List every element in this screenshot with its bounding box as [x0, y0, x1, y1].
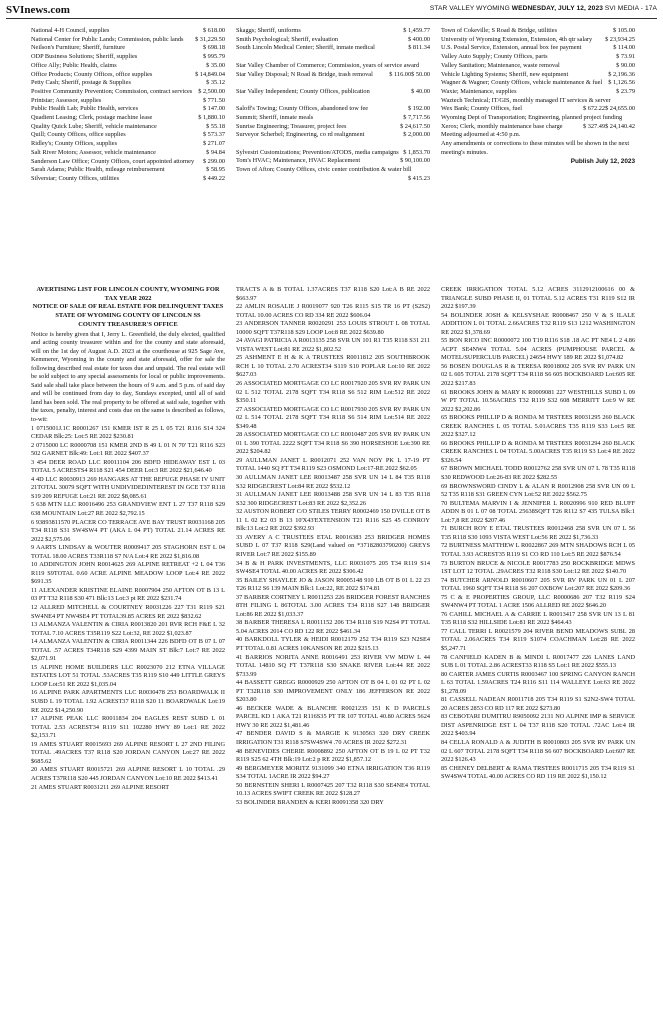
claim-row: Town of Cokeville; S Road & Bridge, utilities $ 105.00 [441, 27, 635, 34]
list-item: 38 BARBER THERESA L R0011152 206 T34 R118 S19 N2S4 PT TOTAL 5.04 ACRES 2014 CO RD 122 RE 2022 $461.34 [236, 619, 430, 635]
claim-row: Silverstar; County Offices, utilities $ 449.22 [31, 174, 225, 182]
claim-row: National Center for Public Lands; Commission, public lands $ 31,229.50 [31, 35, 225, 43]
list-item: 15 ALPINE HOME BUILDERS LLC R0023070 212 ETNA VILLAGE ESTATES LOT 51 TOTAL .53ACRES T35 R119 S10 449 LITTLE GREYS LOOP Lot:51 RE 2022 $1,035.04 [31, 663, 225, 688]
claim-row: U.S. Postal Service, Extension, annual box fee payment $ 114.00 [441, 44, 635, 52]
publish-date: Publish July 12, 2023 [570, 157, 635, 165]
list-item: 77 CALL TERRI L R0021579 204 RIVER BEND MEADOWS SUBL 28 TOTAL 2.06ACRES T34 R119 S1074 COACHMAN Lot:28 RE 2022 $5,247.71 [441, 627, 635, 652]
list-item: 61 BROOKS JOHN & MARY K R0009081 227 WESTHILLS SUBD L 09 W PT TOTAL 10.56ACRES T32 R119 S32 608 MERRITT Lot:9 W RE 2022 $2,202.86 [441, 388, 635, 413]
page-header [6, 4, 657, 19]
claim-row: Xerox; Clerk, monthly maintenance base charge $ 327.49 [441, 122, 606, 130]
list-item: 9 AARTS LINDSAY & WOUTER R0009417 205 STAGHORN EST L 04 TOTAL 18.00 ACRES T33R118 S7 N/A Lot:4 RE 2022 $1,816.08 [31, 544, 225, 560]
list-item: 11 ALEXANDER KRISTINE ELAINE R0007904 250 AFTON OT B 13 L 03 PT T32 R118 S30 471 Blk:13 Lot:3 pt RE 2022 $231.74 [31, 586, 225, 603]
claim-row: Office Ally; Public Health, claims $ 35.00 [31, 61, 225, 69]
list-item: 32 AUSTON ROBERT C/O STILES TERRY R0002469 150 DVILLE OT B 11 L 02 E2 03 B 13 10'X43'EXTENSION T21 R116 S25 45 CONROY Blk:13 Lot:2 RE 2022 $392.93 [236, 508, 430, 533]
list-item: 17 ALPINE PEAK LLC R0011834 204 EAGLES REST SUBD L 01 TOTAL 2.53 ACREST34 R119 S11 102280 HWY 89 Lot:1 RE 2022 $2,153.71 [31, 715, 225, 740]
claims-column-1 [31, 27, 225, 184]
claim-row: Tom's HVAC; Maintenance, HVAC Replacement $ 90,100.00 [236, 157, 430, 165]
claim-row: Quill; County Offices, office supplies $ 573.37 [31, 131, 225, 139]
claim-row: Waxie; Maintenance, supplies $ 23.79 [441, 87, 635, 95]
list-item: 31 AULLMAN JANET LEE R0013488 258 SVR UN 14 L 83 T35 R118 S32 300 RIDGECREST Lot:83 RE 2022 $2,352.26 [236, 491, 430, 507]
claim-row: National 4-H Council, supplies $ 618.00 [31, 27, 225, 34]
list-item: 66 BROOKS PHILLIP D & RONDA M TRSTEES R0031294 260 BLACK CREEK RANCHES L 04 TOTAL 5.00ACRES T35 R119 S3 Lot:4 RE 2022 $326.54 [441, 439, 635, 464]
list-item: 22 AMLIN ROSALIE J R0019077 920 T26 R115 S15 TR 16 PT (S2S2) TOTAL 10.00 ACRES CO RD 334 RE 2022 $606.04 [236, 303, 430, 319]
list-item: 50 BERNSTEIN SHERI L R0007425 207 T32 R118 S30 SE4NE4 TOTAL 10.13 ACRES SWIFT CREEK RE 2022 $128.27 [236, 781, 430, 798]
claim-row: Summit; Sheriff, inmate meals $ 7,717.56 [236, 113, 430, 121]
claim-row: Valley Sanitation; Maintenance, waste removal $ 90.00 [441, 61, 635, 69]
claim-row: Sylvestri Customizations; Prevention/ATODS, media campaigns $ 1,853.70 [236, 148, 430, 156]
list-item: 55 BON RICO INC R0000072 100 T19 R116 S18 .18 AC PT NE4 L 2 4.86 ACPT SE4NW4 TOTAL 5.04 ACRES (PUMPHOUSE PARCEL & MOTEL/SUPERCLUB PARCEL) 24654 HWY 189 RE 2022 $1,074.82 [441, 337, 635, 362]
list-item: 67 BROWN MICHAEL TODD R0012762 258 SVR UN 07 L 78 T35 R118 S30 REDWOOD Lot:26-83 RE 2022 $282.55 [441, 465, 635, 482]
list-item: 46 BECKER WADE & BLANCHE R0021235 151 K D PARCELS PARCEL KD 1 AKA T21 R116S35 PT TR 107 TOTAL 40.80 ACRES 5624 HWY 30 RE 2022 $1,481.46 [236, 704, 430, 729]
paper-name: STAR VALLEY WYOMING [429, 5, 510, 12]
list-item: 70 BULTEMA MARVIN I & JENNIFER L R0020996 910 RED BLUFF ADDN B 01 L 07 08 TOTAL 25638SQFT T26 R112 S7 435 TULSA Blk:1 Lot:7,8 RE 2022 $207.46 [441, 499, 635, 524]
claim-row: Valley Auto Supply; County Offices, parts $ 73.91 [441, 53, 635, 61]
claim-row: Smith Psychological; Sheriff, evaluation $ 400.00 [236, 35, 430, 43]
claim-row: Town of Afton; County Offices, civic center contribution & water bill $ 415.23 [236, 166, 430, 182]
list-item: 35 BAILEY SHAYLEE JO & JASON R0005148 910 LB OT B 01 L 22 23 T26 R112 S6 139 MAIN Blk:1 Lot:22, RE 2022 $174.81 [236, 576, 430, 593]
list-item: 1 0715001J.1C R0001267 151 KMER IST R 25 L 05 T21 R116 S14 324 CEDAR Blk:25: Lot:5 RE 2022 $230.81 [31, 424, 225, 441]
list-item: 84 CELLA RONALD A & JUDITH B R0010803 205 SVR RV PARK UN 02 L 607 TOTAL 2178 SQFT T34 R118 S6 607 BOCKBOARD Lot:607 RE 2022 $126.43 [441, 738, 635, 764]
list-item: 19 AMES STUART R0015693 269 ALPINE RESORT L 27 2ND FILING TOTAL .49ACRES T37 R118 S20 JORDAN CANYON Lot:27 RE 2022 $685.62 [31, 740, 225, 765]
claim-row: Waztech Technical; IT/GIS, monthly managed IT services & server $ 24,655.00 [441, 96, 635, 113]
claim-row: Wex Bank; County Offices, fuel $ 672.22 [441, 105, 606, 113]
list-item: TRACTS A & B TOTAL 1.37ACRES T37 R118 S20 Lot:A B RE 2022 $663.97 [236, 286, 430, 302]
claim-row: Salt River Motors; Assessor, vehicle maintenance $ 94.84 [31, 148, 225, 156]
list-item: 25 ASHMENT E H & K A TRUSTEES R0011812 205 SOUTHBROOK RCH L 10 TOTAL 2.70 ACREST34 S119 S10 POPLAR Lot:10 RE 2022 $627.03 [236, 354, 430, 379]
list-item: 49 BERGMEYER MORITZ 9131099 340 ETNA IRRIGATION T36 R119 S34 TOTAL 1ACRE IR 2022 $94.27 [236, 764, 430, 781]
claim-row: Printstar; Assessor, supplies $ 771.50 [31, 96, 225, 104]
claim-row: Quality Quick Lube; Sheriff, vehicle maintenance $ 55.18 [31, 122, 225, 130]
list-item: 34 B & H PARK INVESTMENTS, LLC R0031075 205 T34 R119 S14 SW4SE4 TOTAL 40.00 ACRES RE 2022 $306.42 [236, 559, 430, 576]
list-item: 5 638 MTN LLC R0016496 253 GRANDVIEW ENT L 27 T37 R118 S29 638 MOUNTAIN Lot:27 RE 2022 $2,792.15 [31, 501, 225, 517]
list-item: 6 93893811570 PLACER CO TERRACE AVE BAY TRUST R0031168 205 T34 R118 S31 SW4SW4 PT (AKA L 04 PT) TOTAL 21.14 ACRES RE 2022 $2,575.06 [31, 518, 225, 543]
claim-row: Sarah Adams; Public Health, mileage reimbursement $ 58.95 [31, 166, 225, 174]
list-item: 78 CANFIELD KADEN B & MINDI L R0017477 226 LANES LAND SUB L 01 TOTAL 2.86 ACREST33 R118 S5 Lot:1 RE 2022 $555.13 [441, 653, 635, 670]
tax-sale-column-3 [441, 286, 635, 782]
issue-date: WEDNESDAY, JULY 12, 2023 [511, 5, 603, 12]
list-item: 23 ANDERSON TANNER R0020291 253 LOUIS STROUT L 08 TOTAL 10000 SQFT T37R118 S29 LOOP Lot:8 RE 2022 $639.80 [236, 320, 430, 336]
tax-sale-column-2 [236, 286, 430, 807]
claim-row: Neilson's Furniture; Sheriff, furniture $ 698.18 [31, 44, 225, 52]
list-item: CREEK IRRIGATION TOTAL 5.12 ACRES 3112912100616 00 & TRIANGLE SUBD PHASE II, 01 TOTAL 5.12 ACRES T31 R119 S12 IR 2022 $197.39 [441, 286, 635, 311]
list-item: 81 CASSELL NADEAN R0011718 205 T34 R119 S1 S2N2-SW4 TOTAL 20 ACRES 2853 CO RD 117 RE 2022 $273.80 [441, 696, 635, 712]
claim-row: Office Products; County Offices, office supplies $ 14,849.04 [31, 70, 225, 78]
claim-row: Saloff's Towing; County Offices, abandoned tow fee $ 192.00 [236, 105, 430, 113]
list-item: 20 AMES STUART R0015721 269 ALPINE RESORT L 10 TOTAL .29 ACRES T37R118 S20 445 JORDAN CANYON Lot:10 RE 2022 $413.41 [31, 766, 225, 782]
list-item: 65 BROOKS PHILLIP D & RONDA M TRSTEES R0031295 260 BLACK CREEK RANCHES L 05 TOTAL 5.01ACRES T35 R119 S33 Lot:5 RE 2022 $327.12 [441, 414, 635, 439]
claim-row: Positive Community Prevention; Commission, contract services $ 2,500.00 [31, 87, 225, 95]
list-item: 16 ALPINE PARK APARTMENTS LLC R0030478 253 BOARDWALK II SUBD L 19 TOTAL 1.92 ACREST37 R118 S20 11 BOARDWALK Lot:19 RE 2022 $14,250.90 [31, 689, 225, 714]
claims-column-2 [236, 27, 430, 184]
list-item: 12 ALLRED MITCHELL & COURTNEY R0031226 227 T31 R119 S21 SW4NE4 PT NW4SE4 PT TOTAL39.85 ACRES RE 2022 $832.62 [31, 604, 225, 620]
notice-intro: Notice is hereby given that I, Jerry L. Greenfield, the duly elected, qualified and acting county treasurer within and for the county and state aforesaid, will on the 1st day of August A.D. 2023 at the courthouse at 925 Sage Ave, Kemmerer, Wyoming in the county and state aforesaid, offer for sale the following described real estate for taxes due and unpaid. The real estate will be sold subject to any special assessments for local or public improvements. Said sale shall take place between the hours of 9 a.m. and 5 p.m. of said day and will be continued from day to day, Sundays excepted, until all of said land has been sold. The real property to be offered at said sale, together with the taxes, penalty, interest and costs due on the same is described as follows, to-wit: [31, 330, 225, 423]
claim-row: Public Health Lab; Public Health, services $ 147.00 [31, 105, 225, 113]
list-item: 75 C & E PROPERTIES GROUP, LLC R0000686 207 T32 R119 S24 SW4NW4 PT TOTAL 1 ACRE 1506 ALLRED RE 2022 $646.20 [441, 593, 635, 610]
claim-row: Star Valley Independent; County Offices, publication $ 40.00 [236, 87, 430, 95]
claim-row: Wagner & Wagner; County Offices, vehicle maintenance & fuel $ 1,126.56 [441, 79, 635, 87]
list-item: 83 CEBOTARI DUMITRU R9050092 2131 NO ALPINE IMP & SERVICE DIST ASPENRIDGE EST L 04 T37 R118 S20 TOTAL .72AC Lot:4 IR 2022 $403.94 [441, 713, 635, 738]
list-item: 2 0715000 LC R0000708 151 KMER 2ND B 49 L 01 N 70' T21 R116 S23 502 GARNET Blk:49: Lot:1 RE 2022 $407.37 [31, 441, 225, 458]
minutes-note: Meeting adjourned at 4:50 p.m. [441, 131, 521, 139]
claim-row: Sanderson Law Office; County Offices, court appointed attorney $ 299.00 [31, 157, 225, 165]
list-item: 27 ASSOCIATED MORTGAGE CO LC R0017930 205 SVR RV PARK UN 02 L 514 TOTAL 2178 SQFT T34 R118 S6 514 RIM Lot:514 RE 2022 $349.48 [236, 405, 430, 430]
list-item: 44 BASSETT GREGG R0000929 250 AFTON OT B 04 L 01 02 PT L 02 PT T32R118 S30 IMPROVEMENT ONLY 186 JEFFERSON RE 2022 $203.80 [236, 679, 430, 704]
claim-row: Sunrise Engineering; Treasurer, project fees $ 24,617.50 [236, 122, 430, 130]
list-item: 73 BURTON BRUCE & NICOLE R0017783 250 ROCKBRIDGE MDWS 1ST LOT 12 TOTAL .29ACRES T32 R118 S30 Lot:12 RE 2022 $140.70 [441, 559, 635, 576]
claim-row: University of Wyoming Extension, Extension, 4th qtr salary $ 23,934.25 [441, 35, 635, 43]
claim-row: Petty Cash; Sheriff, postage & Supplies $ 35.12 [31, 79, 225, 87]
list-item: 3 454 DEER ROAD LLC R0011104 206 BDFD HIDEAWAY EST L 03 TOTAL 5 ACRESTS4 R118 S21 454 DEER Lot:3 RE 2022 $21,646.40 [31, 458, 225, 475]
claim-row: Vehicle Lighting Systems; Sheriff, new equipment $ 2,196.36 [441, 70, 635, 78]
header-info [430, 5, 657, 12]
claim-row: Surveyor Scherbel; Engineering, co rd realignment $ 2,000.00 [236, 131, 430, 139]
list-item: 33 AVERY A C TRUSTEES ETAL R0016383 253 BRIDGER HOMES SUBD L 07 T37 R118 S29(Land valued on *37182803790200) GREYS RIVER Lot:7 RE 2022 $155.89 [236, 533, 430, 558]
list-item: 85 CHENEY DELBERT & RAMA TRSTEES R0011715 205 T34 R119 S1 SW4SW4 TOTAL 40.00 ACRES CO RD 119 RE 2022 $1,150.12 [441, 764, 635, 781]
list-item: 37 BARBER CORTNEY L R0011253 226 BRIDGER FOREST RANCHES 8TH FILING L 86TOTAL 3.00 ACRES T34 R118 S27 148 BRIDGER Lot:86 RE 2022 $1,033.37 [236, 593, 430, 618]
list-item: 24 AVAGI PATRICIA A R0013135 258 SVR UN 101 R1 T35 R118 S31 211 VISTA WEST Lot:81 RE 2022 $1,802.52 [236, 337, 430, 353]
claim-row: Ridley's; County Offices, supplies $ 271.07 [31, 140, 225, 148]
claims-column-3 [441, 27, 635, 166]
list-item: 41 BARRIOS NORITA ANNE R0016491 253 RIVER VW MDW L 44 TOTAL 14810 SQ FT T37R118 S30 SNAKE RIVER Lot:44 RE 2022 $733.99 [236, 653, 430, 678]
site-name[interactable]: SVInews.com [6, 4, 70, 16]
list-item: 74 BUTCHER ARNOLD R0010607 205 SVR RV PARK UN 01 L 207 TOTAL 1960 SQFT T34 R118 S6 207 OXBOW Lot:207 RE 2022 $209.36 [441, 576, 635, 593]
claim-row: ODP Business Solutions; Sheriff, supplies $ 995.79 [31, 53, 225, 61]
minutes-note: Any amendments or corrections to these minutes will be shown in the next meeting's minutes. [441, 140, 630, 156]
list-item: 69 BROWNSWORD CINDY L & ALAN R R0012908 258 SVR UN 09 L 52 T35 R118 S31 GREEN CYN Lot:52 RE 2022 $562.75 [441, 482, 635, 499]
list-item: 54 BOLINDER JOSH & KELSYSHAE R0008467 250 V & S ILALE ADDITION L 01 TOTAL 2.66ACRES T32 R119 S13 1212 WASHINGTON RE 2022 $1,378.69 [441, 311, 635, 336]
list-item: 48 BENEVIDES CHERIE R0008892 250 AFTON OT B 19 L 02 PT T32 R119 S25 62 4TH Blk:19 Lot:2 p RE 2022 $1,857.12 [236, 747, 430, 764]
list-item: 47 BENDER DAVID S & MARGIE K 9130563 320 DRY CREEK IRRIGATION T31 R118 S7SW4SW4 .70 ACRES IR 2022 $272.31 [236, 730, 430, 746]
list-item: 80 CARTER JAMES CURTIS R0003467 100 SPRING CANYON RANCH L 63 TOTAL 1.59ACRES T24 R116 S11 114 WALLEYE Lot:63 RE 2022 $1,278.09 [441, 670, 635, 695]
list-item: 10 ADDINGTON JOHN R0014625 269 ALPINE RETREAT +2 L 04 T36 R119 S9TOTAL 0.60 ACRE ALPINE MEADOW LOOP Lot:4 RE 2022 $691.35 [31, 561, 225, 586]
list-item: 76 CAHILL MICHAEL A & CARRIE L R0013417 258 SVR UN 13 L 81 T35 R118 S32 HILLSIDE Lot:81 RE 2022 $464.43 [441, 610, 635, 627]
list-item: 13 ALMANZA VALENTIN & CIRIA R0013820 201 RVR RCH F&E L 32 TOTAL 7.10 ACRES T35R119 S22 Lot:32, RE 2022 $1,023.87 [31, 621, 225, 637]
list-item: 14 ALMANZA VALENTIN & CIRIA R0011344 226 BDFD OT B 07 L 07 TOTAL .57 ACRES T34R118 S29 4399 MAIN ST Blk:7 Lot:7 RE 2022 $2,071.91 [31, 638, 225, 663]
claim-row: South Lincoln Medical Center; Sheriff, inmate medical $ 811.34 [236, 44, 430, 52]
claim-row: Quadient Leasing; Clerk, postage machine lease $ 1,880.10 [31, 114, 225, 122]
list-item: 56 BOSEN DOUGLAS R & TERESA R0018002 205 SVR RV PARK UN 02 L 605 TOTAL 2178 SQFT T34 R118 S6 605 BOCKBOARD Lot:605 RE 2022 $217.83 [441, 362, 635, 388]
claim-row: Skaggs; Sheriff, uniforms $ 1,459.77 [236, 27, 430, 34]
claim-row: Star Valley Disposal; N Road & Bridge, trash removal $ 116.00 [236, 70, 412, 78]
list-item: 21 AMES STUART R0031211 269 ALPINE RESORT [31, 783, 170, 791]
list-item: 72 BURTNESS MATTHEW L R0022867 269 MTN SHADOWS RCH L 05 TOTAL 3.93 ACREST35 R119 S1 CO RD 110 Lot:5 RE 2022 $876.54 [441, 542, 635, 558]
list-item: 30 AULLMAN JANET LEE R0013487 258 SVR UN 14 L 84 T35 R118 S32 RIDGECREST Lot:84 RE 2022 $532.12 [236, 474, 430, 490]
list-item: 26 ASSOCIATED MORTGAGE CO LC R0017920 205 SVR RV PARK UN 02 L 512 TOTAL 2178 SQFT T34 R118 S6 512 RIM Lot:512 RE 2022 $350.11 [236, 380, 430, 405]
tax-sale-column-1 [31, 286, 225, 792]
list-item: 40 BARKDOLL TYLER & HEIDI R0012179 252 T34 R119 S23 N2SE4 PT TOTAL 0.81 ACRES 10KANSON RE 2022 $215.13 [236, 636, 430, 652]
section-page: SVI MEDIA - 17A [604, 5, 657, 12]
list-item: 71 BURCH ROY E ETAL TRUSTEES R0012468 258 SVR UN 07 L 56 T35 R118 S30 1093 VISTA WEST Lot:56 RE 2022 $1,736.33 [441, 525, 635, 541]
list-item: 4 4D LLC R0030913 269 HANGARS AT THE REFUGE PHASE IV UNIT 21TOTAL 30079 SQFT WITH UNDIVIDEDINTEREST IN GCE T37 R118 S19 209 REFUGE Lot:21 RE 2022 $8,085.61 [31, 475, 225, 500]
list-item: 53 BOLINDER BRANDEN & KERI R0091358 320 DRY [236, 798, 384, 806]
list-item: 28 ASSOCIATED MORTGAGE CO LC R0010487 205 SVR RV PARK UN 01 L 390 TOTAL 2222 SQFT T34 R118 S6 390 HORSESHOE Lot:390 RE 2022 $204.82 [236, 431, 430, 456]
claim-row: Star Valley Chamber of Commerce; Commission, years of service award $ 50.00 [236, 61, 430, 78]
list-item: 29 AULLMAN JANET L R0012071 252 VAN NOY PK L 17-19 PT TOTAL 1440 SQ FT T34 R119 S23 OSMOND Lot:17-RE 2022 $62.05 [236, 456, 430, 473]
claim-row: Wyoming Dept of Transportation; Engineering, planned project funding $ 24,140.42 [441, 114, 635, 130]
notice-heading: AVERTISING LIST FOR LINCOLN COUNTY, WYOMING FOR TAX YEAR 2022 NOTICE OF SALE OF REAL ESTATE FOR DELINQUENT TAXES STATE OF WYOMING COUNTY OF LINCOLN SS COUNTY TREASURER'S OFFICE [32, 286, 224, 328]
